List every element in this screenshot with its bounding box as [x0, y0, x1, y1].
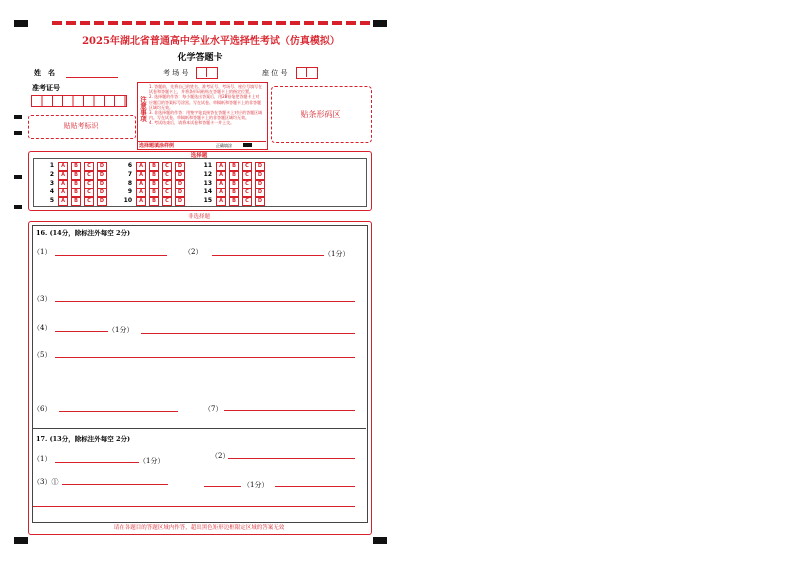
choice-bubble-13-C[interactable]: C — [242, 180, 252, 189]
choice-bubble-11-C[interactable]: C — [242, 162, 252, 171]
q17-part3-answer-line-2[interactable] — [204, 486, 241, 487]
side-mark-4 — [14, 205, 22, 209]
choice-bubble-4-C[interactable]: C — [84, 188, 94, 197]
choice-question-number: 8 — [127, 179, 132, 187]
q17-title: 17. (13分，除标注外每空 2分) — [36, 435, 131, 443]
seat-box-divider — [306, 67, 307, 77]
choice-question-15 — [202, 197, 268, 206]
exam-label-sticker-text: 贴贴考标识 — [63, 122, 99, 130]
notice-item-3: 3. 非选择题的作答：用签字笔直接答在答题卡上对应的答题区域内。写在试卷、草稿纸和答题卡上的非答题区域均无效。 — [149, 110, 263, 121]
q16-part5-label: （5） — [33, 351, 52, 359]
choice-question-2 — [44, 171, 110, 180]
corner-mark-bottom-left — [14, 537, 28, 544]
choice-question-number: 4 — [49, 188, 54, 196]
choice-bubble-12-D[interactable]: D — [255, 171, 265, 180]
choice-bubble-1-D[interactable]: D — [97, 162, 107, 171]
choice-bubble-9-B[interactable]: B — [149, 188, 159, 197]
choice-bubble-15-A[interactable]: A — [216, 197, 226, 206]
choice-bubble-1-A[interactable]: A — [58, 162, 68, 171]
q16-part4-label: （4） — [33, 324, 52, 332]
ticket-number-boxes[interactable] — [31, 95, 127, 107]
choice-bubble-10-A[interactable]: A — [136, 197, 146, 206]
choice-bubble-7-C[interactable]: C — [162, 171, 172, 180]
choice-question-11 — [202, 162, 268, 171]
q17-part3-answer-line-3[interactable] — [275, 486, 355, 487]
exam-title: 2025年湖北省普通高中学业水平选择性考试（仿真模拟） — [82, 36, 340, 47]
choice-question-number: 9 — [127, 188, 132, 196]
corner-mark-top-right — [373, 20, 387, 27]
q16-part1-label: （1） — [33, 248, 52, 256]
notice-item-4: 4. 考试结束后，请将本试卷和答题卡一并上交。 — [149, 120, 235, 126]
choice-bubble-8-A[interactable]: A — [136, 180, 146, 189]
choice-bubble-11-A[interactable]: A — [216, 162, 226, 171]
choice-question-number: 3 — [49, 179, 54, 187]
choice-question-number: 10 — [123, 197, 132, 205]
exam-room-label: 考 场 号 — [163, 69, 189, 77]
choice-question-8 — [122, 180, 188, 189]
choice-bubble-8-B[interactable]: B — [149, 180, 159, 189]
choice-bubble-2-A[interactable]: A — [58, 171, 68, 180]
choice-bubble-9-A[interactable]: A — [136, 188, 146, 197]
q16-part4-answer-line-2[interactable] — [141, 333, 355, 334]
name-label: 姓 名 — [34, 68, 55, 77]
q16-q17-divider — [32, 428, 366, 429]
q16-part2-label: （2） — [184, 248, 203, 256]
choice-bubble-5-D[interactable]: D — [97, 197, 107, 206]
side-mark-1 — [14, 115, 22, 119]
choice-question-12 — [202, 171, 268, 180]
q16-part3-answer-line[interactable] — [55, 301, 355, 302]
seat-box[interactable] — [296, 67, 318, 79]
choice-question-7 — [122, 171, 188, 180]
correct-fill-label: 正确填涂 — [216, 143, 232, 148]
choice-bubble-14-A[interactable]: A — [216, 188, 226, 197]
card-subtitle: 化学答题卡 — [177, 53, 223, 63]
choice-bubble-11-B[interactable]: B — [229, 162, 239, 171]
q16-part3-label: （3） — [33, 295, 52, 303]
choice-bubble-7-A[interactable]: A — [136, 171, 146, 180]
choice-question-number: 14 — [203, 188, 212, 196]
choice-bubble-9-C[interactable]: C — [162, 188, 172, 197]
q16-part5-answer-line[interactable] — [55, 357, 355, 358]
q17-part3-answer-line-4[interactable] — [33, 506, 355, 507]
choice-question-1 — [44, 162, 110, 171]
ticket-label: 准考证号 — [32, 83, 60, 92]
choice-bubble-2-C[interactable]: C — [84, 171, 94, 180]
exam-room-box[interactable] — [196, 67, 218, 79]
choice-question-number: 12 — [203, 170, 212, 178]
choice-question-number: 11 — [203, 162, 212, 169]
choice-question-number: 7 — [127, 170, 132, 178]
corner-mark-bottom-right — [373, 537, 387, 544]
barcode-area-text: 贴条形码区 — [300, 110, 341, 119]
choice-question-number: 13 — [203, 179, 212, 187]
choice-bubble-14-C[interactable]: C — [242, 188, 252, 197]
choice-bubble-15-D[interactable]: D — [255, 197, 265, 206]
choice-bubble-4-A[interactable]: A — [58, 188, 68, 197]
choice-bubble-3-C[interactable]: C — [84, 180, 94, 189]
seat-label: 座 位 号 — [262, 69, 288, 77]
choice-bubble-3-A[interactable]: A — [58, 180, 68, 189]
choice-bubble-3-B[interactable]: B — [71, 180, 81, 189]
q16-part6-label: （6） — [33, 405, 52, 413]
notice-items — [149, 84, 263, 140]
q17-part2-answer-line[interactable] — [228, 458, 355, 459]
choice-bubble-11-D[interactable]: D — [255, 162, 265, 171]
choice-question-number: 6 — [127, 162, 132, 169]
choice-bubble-5-C[interactable]: C — [84, 197, 94, 206]
choice-bubble-1-C[interactable]: C — [84, 162, 94, 171]
q17-part1-answer-line[interactable] — [55, 462, 139, 463]
q16-part4-score: （1分） — [108, 326, 134, 334]
choice-question-14 — [202, 188, 268, 197]
top-dashed-bar — [52, 21, 370, 25]
choice-question-number: 5 — [49, 197, 54, 205]
choice-bubble-8-D[interactable]: D — [175, 180, 185, 189]
choice-bubble-13-A[interactable]: A — [216, 180, 226, 189]
choice-bubble-15-B[interactable]: B — [229, 197, 239, 206]
choice-bubble-13-D[interactable]: D — [255, 180, 265, 189]
choice-question-4 — [44, 188, 110, 197]
choice-bubble-7-B[interactable]: B — [149, 171, 159, 180]
q16-part2-answer-line[interactable] — [212, 255, 324, 256]
notice-item-2: 2. 选择题的作答：每小题选出答案后，用2B铅笔把答题卡上对应题目的答案标号涂黑。写在试卷、草稿纸和答题卡上的非答题区域均无效。 — [149, 94, 261, 110]
choice-question-3 — [44, 180, 110, 189]
choice-question-6 — [122, 162, 188, 171]
q16-part1-answer-line[interactable] — [55, 255, 167, 256]
q16-part7-answer-line[interactable] — [224, 410, 355, 411]
choice-bubble-6-D[interactable]: D — [175, 162, 185, 171]
q16-part4-answer-line-1[interactable] — [55, 331, 108, 332]
q17-part3-score: （1分） — [243, 481, 269, 489]
side-mark-2 — [14, 131, 22, 135]
nonchoice-section-title: 非选择题 — [187, 214, 210, 220]
choice-question-9 — [122, 188, 188, 197]
q17-part2-label: （2） — [211, 452, 230, 460]
choice-bubble-13-B[interactable]: B — [229, 180, 239, 189]
choice-bubble-12-C[interactable]: C — [242, 171, 252, 180]
corner-mark-top-left — [14, 20, 28, 27]
choice-bubble-14-B[interactable]: B — [229, 188, 239, 197]
choice-bubble-3-D[interactable]: D — [97, 180, 107, 189]
choice-question-5 — [44, 197, 110, 206]
q16-part2-score: （1分） — [324, 250, 350, 258]
choice-bubble-10-D[interactable]: D — [175, 197, 185, 206]
nonchoice-inner-frame — [32, 225, 368, 523]
choice-bubble-9-D[interactable]: D — [175, 188, 185, 197]
q17-part3-answer-line-1[interactable] — [62, 484, 168, 485]
choice-bubble-4-D[interactable]: D — [97, 188, 107, 197]
choice-question-number: 1 — [49, 162, 54, 169]
correct-fill-mark — [243, 143, 252, 147]
choice-bubble-15-C[interactable]: C — [242, 197, 252, 206]
choice-bubble-2-D[interactable]: D — [97, 171, 107, 180]
choice-bubble-5-A[interactable]: A — [58, 197, 68, 206]
choice-bubble-12-A[interactable]: A — [216, 171, 226, 180]
choice-bubble-12-B[interactable]: B — [229, 171, 239, 180]
choice-question-10 — [122, 197, 188, 206]
name-input-line[interactable] — [66, 77, 118, 78]
q16-part7-label: （7） — [204, 405, 223, 413]
choice-section-title: 选择题 — [190, 153, 208, 159]
choice-bubble-2-B[interactable]: B — [71, 171, 81, 180]
choice-bubble-6-A[interactable]: A — [136, 162, 146, 171]
exam-room-box-divider — [206, 67, 207, 77]
q17-part1-label: （1） — [33, 455, 52, 463]
notice-title: 注意事项 — [139, 96, 147, 122]
choice-question-number: 15 — [203, 197, 212, 205]
q17-part3-label: （3）① — [33, 478, 59, 486]
fill-example-label: 选择题填涂样例 — [139, 143, 175, 149]
choice-bubble-14-D[interactable]: D — [255, 188, 265, 197]
choice-bubble-7-D[interactable]: D — [175, 171, 185, 180]
q17-part1-score: （1分） — [139, 457, 165, 465]
q16-part6-answer-line[interactable] — [59, 411, 178, 412]
q16-title: 16. (14分，除标注外每空 2分) — [36, 229, 131, 237]
choice-bubble-1-B[interactable]: B — [71, 162, 81, 171]
choice-question-13 — [202, 180, 268, 189]
choice-question-number: 2 — [49, 170, 54, 178]
choice-bubble-8-C[interactable]: C — [162, 180, 172, 189]
notice-item-1: 1. 答题前，先将自己的姓名、准考证号、考场号、座位号填写在试卷和答题卡上，并将条形码粘贴在答题卡上的指定位置。 — [149, 84, 263, 95]
choice-bubble-10-C[interactable]: C — [162, 197, 172, 206]
side-mark-3 — [14, 175, 22, 179]
nonchoice-footer-notice: 请在各题目的答题区域内作答，超出黑色矩形边框限定区域的答案无效 — [113, 525, 285, 531]
choice-bubble-10-B[interactable]: B — [149, 197, 159, 206]
choice-bubble-4-B[interactable]: B — [71, 188, 81, 197]
choice-bubble-5-B[interactable]: B — [71, 197, 81, 206]
choice-bubble-6-B[interactable]: B — [149, 162, 159, 171]
choice-bubble-6-C[interactable]: C — [162, 162, 172, 171]
